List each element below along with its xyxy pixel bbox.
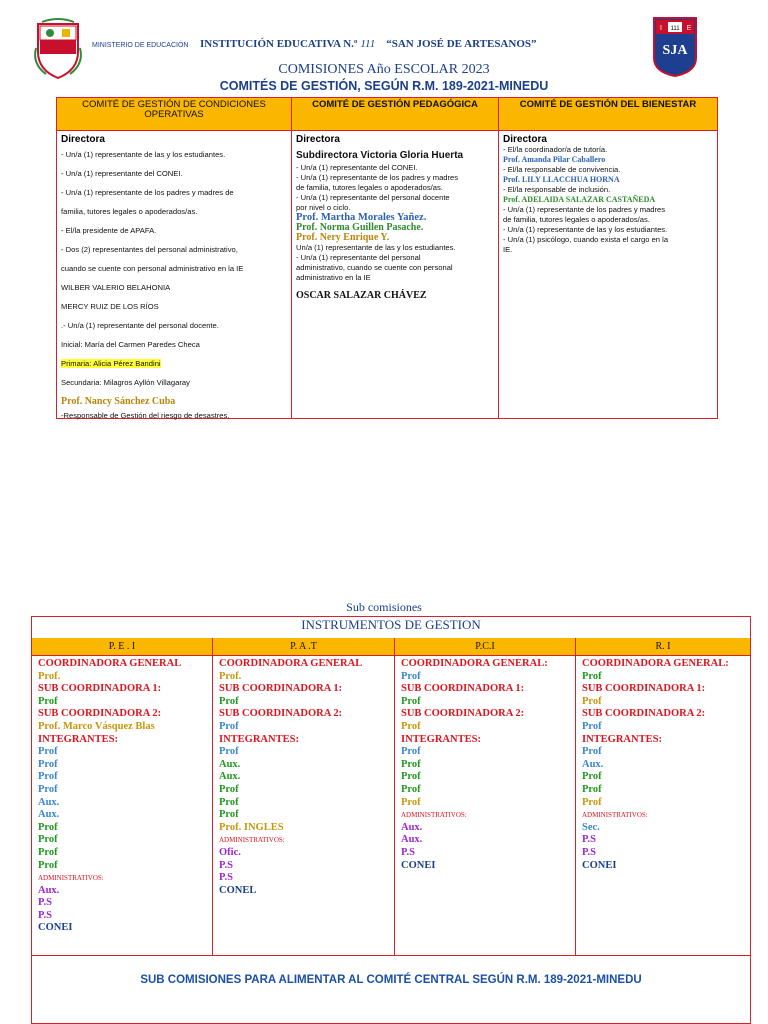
committee-line: cuando se cuente con personal administrativo en la IE [61,264,244,273]
instrument-row: Prof [38,783,58,795]
instrument-row: Prof. [38,670,61,682]
committee-role: Directora [503,134,547,145]
committee-header-operativas [57,98,292,130]
instrument-column-pci [395,655,576,955]
committee-line: Un/a (1) representante de las y los estudiantes. [296,243,456,252]
instrument-row: Prof [38,695,58,707]
instrument-row: INTEGRANTES: [582,733,662,745]
instrument-row: Prof [401,796,421,808]
committee-line: - Un/a (1) representante de los padres y madres [296,173,459,182]
committee-role: Directora [61,134,105,145]
instrument-row: Prof [401,758,421,770]
committee-line: Prof. Norma Guillen Pasache. [296,222,424,233]
instrument-row: CONEI [38,922,73,934]
instrument-row: P.S [401,846,415,858]
committee-line: MERCY RUIZ DE LOS RÍOS [61,302,159,311]
committee-line: Prof. LILY LLACCHUA HORNA [503,175,620,184]
instrument-row: P.S [38,909,52,921]
instrument-row: SUB COORDINADORA 2: [38,708,162,720]
instrument-row: ADMINISTRATIVOS: [38,874,104,883]
committee-line: - Un/a (1) representante de los padres y madres de [61,188,234,197]
instrument-column-pei [32,655,213,955]
committee-line: - Un/a (1) representante del personal docente [296,193,450,202]
instrument-row: Prof [219,695,239,707]
instrument-row: Prof [582,771,602,783]
instrument-row: Prof. Marco Vásquez Blas [38,720,155,732]
instrument-column-pat [213,655,395,955]
committee-line: de familia, tutores legales o apoderados/as. [503,215,650,224]
institution-name [200,38,600,50]
committee-header-text: COMITÉ DE GESTIÓN DEL BIENESTAR [519,99,697,110]
committee-line: .- Un/a (1) representante del personal docente. [61,321,219,330]
instrument-row: Prof [582,783,602,795]
committee-role: Directora [296,134,340,145]
committee-header-bienestar [499,98,717,130]
instrument-row: Prof [401,746,421,758]
instrument-row: Prof. INGLES [219,821,284,833]
instrument-row: Prof [219,783,239,795]
instrument-row: Prof [582,720,602,732]
instrument-header-pat: P. A .T [213,638,395,655]
instrument-row: Prof [38,758,58,770]
committee-line: familia, tutores legales o apoderados/as. [61,207,198,216]
committee-line: - Un/a (1) representante de las y los estudiantes. [61,150,226,159]
instrument-row: COORDINADORA GENERAL: [582,658,729,669]
instruments-table [31,616,751,1024]
sub-commissions-title: Sub comisiones [346,600,422,614]
instrument-row: Prof [38,859,58,871]
instrument-header-ri: R. I [576,638,750,655]
committee-line: - Un/a (1) representante del personal [296,253,421,262]
committee-column-operativas [57,130,292,418]
instrument-row: Prof. [219,670,242,682]
committee-line: Prof. Nery Enrique Y. [296,232,390,243]
logo-letter-i: I [660,25,662,32]
school-shield-logo [652,16,698,78]
committee-line: - El/la presidente de APAFA. [61,226,157,235]
committee-header-pedagogica [292,98,499,130]
instrument-row: INTEGRANTES: [219,733,299,745]
committee-header-text: COMITÉ DE GESTIÓN DE CONDICIONES OPERATIVAS [82,99,266,120]
highlighted-text: Primaria: Alicia Pérez Bandini [61,359,161,368]
instrument-row: Ofic. [219,846,241,858]
instrument-row: Prof [38,746,58,758]
instrument-row: INTEGRANTES: [38,733,118,745]
instrument-row: SUB COORDINADORA 1: [582,683,706,695]
instrument-row: Aux. [38,796,60,808]
committee-line: IE. [503,245,513,254]
instrument-row: SUB COORDINADORA 1: [38,683,162,695]
committee-line: - Un/a (1) representante de las y los estudiantes. [503,225,668,234]
page-title: COMISIONES Año ESCOLAR 2023 [278,62,490,77]
institution-title: “SAN JOSÉ DE ARTESANOS” [386,38,537,50]
committee-line: - El/la responsable de convivencia. [503,165,621,174]
institution-number: 111 [360,38,376,50]
instrument-row: SUB COORDINADORA 2: [401,708,525,720]
committee-line: Secundaria: Milagros Ayllón Villagaray [61,378,190,387]
ministry-label: MINISTERIO DE EDUCACIÓN [92,42,189,49]
instrument-row: ADMINISTRATIVOS: [582,811,648,820]
instrument-row: Aux. [219,758,241,770]
instrument-row: SUB COORDINADORA 2: [219,708,343,720]
instrument-row: P.S [219,859,233,871]
committee-line [61,354,287,373]
instrument-row: P.S [582,846,596,858]
committee-line: - Un/a (1) representante del CONEI. [296,163,418,172]
committee-line: Subdirectora Victoria Gloria Huerta [296,150,464,161]
instrument-row: Prof [219,796,239,808]
committee-line: - El/la coordinador/a de tutoría. [503,145,608,154]
instrument-row: COORDINADORA GENERAL [219,658,363,669]
committee-line: por nivel o ciclo. [296,203,351,212]
instrument-row: Prof [38,821,58,833]
instrument-row: SUB COORDINADORA 1: [219,683,343,695]
instrument-row: Aux. [401,834,423,846]
instrument-row: COORDINADORA GENERAL [38,658,182,669]
institution-prefix: INSTITUCIÓN EDUCATIVA N.º [200,38,358,50]
committee-line: WILBER VALERIO BELAHONIA [61,283,171,292]
committee-line: - Un/a (1) psicólogo, cuando exista el cargo en la [503,235,669,244]
instrument-row: Sec. [582,821,600,833]
committee-line: administrativo en la IE [296,273,371,282]
instrument-row: ADMINISTRATIVOS: [401,811,467,820]
committee-line: - El/la responsable de inclusión. [503,185,611,194]
instrument-row: SUB COORDINADORA 2: [582,708,706,720]
instrument-row: P.S [219,872,233,884]
instrument-row: ADMINISTRATIVOS: [219,836,285,845]
instruments-table-title: INSTRUMENTOS DE GESTION [32,617,750,639]
committee-line: Prof. Martha Morales Yañez. [296,212,427,223]
instrument-row: Aux. [219,771,241,783]
instrument-row: Prof [38,846,58,858]
instrument-header-pei: P. E . I [32,638,213,655]
committee-line: - Un/a (1) representante del CONEI. [61,169,183,178]
instrument-row: Prof [401,670,421,682]
instrument-row: COORDINADORA GENERAL: [401,658,548,669]
instrument-row: CONEL [219,884,257,896]
committee-column-bienestar [499,130,717,418]
committee-line: Prof. Amanda Pilar Caballero [503,155,606,164]
instrument-row: Prof [401,771,421,783]
committee-line: de familia, tutores legales o apoderados/as. [296,183,443,192]
instrument-row: Prof [38,834,58,846]
committee-header-text: COMITÉ DE GESTIÓN PEDAGÓGICA [312,99,478,110]
committee-line: Prof. Nancy Sánchez Cuba [61,396,176,407]
instrument-row: Prof [38,771,58,783]
instrument-row: Aux. [38,884,60,896]
instrument-row: P.S [38,897,52,909]
logo-letter-e: E [686,25,692,32]
instrument-row: Prof [219,809,239,821]
instrument-row: Prof [401,720,421,732]
instrument-row: Prof [582,746,602,758]
committee-line: - Dos (2) representantes del personal administrativo, [61,245,238,254]
footer-text: SUB COMISIONES PARA ALIMENTAR AL COMITÉ CENTRAL SEGÚN R.M. 189-2021-MINEDU [140,974,642,986]
committee-column-pedagogica [292,130,499,418]
instrument-row: Prof [582,670,602,682]
instrument-row: Prof [219,720,239,732]
instrument-column-ri [576,655,750,955]
instrument-row: CONEI [401,859,436,871]
instrument-row: CONEI [582,859,617,871]
instrument-row: SUB COORDINADORA 1: [401,683,525,695]
committee-line: Prof. ADELAIDA SALAZAR CASTAÑEDA [503,195,656,204]
instrument-row: Prof [401,695,421,707]
logo-number: 111 [670,26,680,32]
logo-text: SJA [662,43,688,58]
instrument-row: INTEGRANTES: [401,733,481,745]
instrument-row: Prof [401,783,421,795]
sub-commissions-footer [32,955,750,1023]
committee-line: OSCAR SALAZAR CHÁVEZ [296,290,427,301]
instrument-row: Prof [582,695,602,707]
committee-line: Inicial: María del Carmen Paredes Checa [61,340,200,349]
committee-line: -Responsable de Gestión del riesgo de desastres. [61,411,230,420]
instrument-row: Prof [582,796,602,808]
committee-line: - Un/a (1) representante de los padres y madres [503,205,666,214]
instrument-row: Aux. [401,821,423,833]
instrument-row: Aux. [582,758,604,770]
committee-line: administrativo, cuando se cuente con personal [296,263,453,272]
page-subtitle: COMITÉS DE GESTIÓN, SEGÚN R.M. 189-2021-MINEDU [219,79,549,93]
committees-table [56,97,718,419]
instrument-row: P.S [582,834,596,846]
instrument-row: Prof [219,746,239,758]
instrument-row: Aux. [38,809,60,821]
instrument-header-pci: P.C.I [395,638,576,655]
